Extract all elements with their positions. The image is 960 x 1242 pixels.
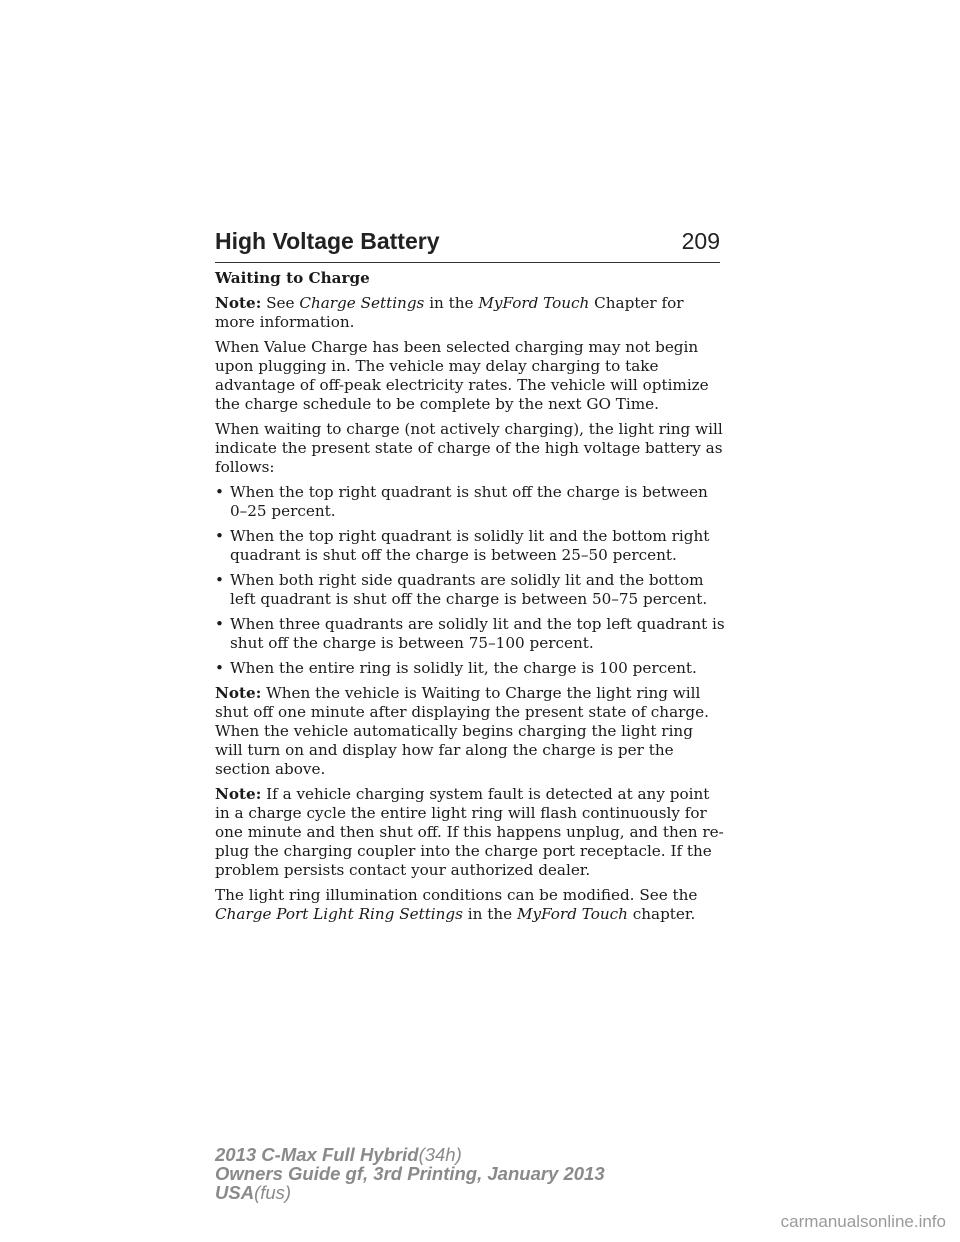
- paragraph-text: The light ring illumination conditions can be modified. See the: [215, 886, 698, 904]
- footer-code: (34h): [418, 1144, 462, 1165]
- reference-myford-touch: MyFord Touch: [516, 905, 628, 923]
- footer-model: 2013 C-Max Full Hybrid: [215, 1144, 419, 1165]
- bullet-marker: •: [215, 659, 224, 677]
- note-text: See: [266, 294, 295, 312]
- bullet-marker: •: [215, 483, 224, 501]
- page-header: [215, 226, 720, 263]
- paragraph-light-ring-settings: [215, 886, 725, 924]
- paragraph-waiting-to-charge: When waiting to charge (not actively charging), the light ring will indicate the present state of charge of the high voltage battery as follows:: [215, 420, 723, 476]
- list-item-text: When the top right quadrant is solidly lit and the bottom right quadrant is shut off the charge is between 25–50 percent.: [230, 527, 710, 564]
- list-item-text: When three quadrants are solidly lit and the top left quadrant is shut off the charge is between 75–100 percent.: [230, 615, 725, 652]
- note-text: in the: [429, 294, 474, 312]
- note-label: Note:: [215, 684, 262, 702]
- list-item: [215, 483, 725, 521]
- page-footer: [215, 1145, 605, 1202]
- footer-line: [215, 1183, 605, 1202]
- reference-charge-settings: Charge Settings: [299, 294, 425, 312]
- list-item: [215, 659, 725, 678]
- list-item-text: When the entire ring is solidly lit, the charge is 100 percent.: [230, 659, 697, 677]
- note-shut-off: [215, 684, 725, 779]
- note-fault: [215, 785, 725, 880]
- note-charge-settings: [215, 294, 725, 332]
- section-heading: Waiting to Charge: [215, 269, 370, 287]
- note-label: Note:: [215, 785, 262, 803]
- reference-light-ring-settings: Charge Port Light Ring Settings: [215, 905, 463, 923]
- bullet-marker: •: [215, 527, 224, 545]
- footer-market: USA: [215, 1182, 255, 1203]
- reference-myford-touch: MyFord Touch: [478, 294, 590, 312]
- footer-printing: Owners Guide gf, 3rd Printing, January 2013: [215, 1163, 605, 1184]
- page-number: 209: [681, 228, 720, 254]
- list-item: [215, 527, 725, 565]
- page-content: [215, 269, 725, 930]
- paragraph-text: in the: [467, 905, 513, 923]
- list-item-text: When both right side quadrants are solidly lit and the bottom left quadrant is shut off the charge is between 50–75 percent.: [230, 571, 708, 608]
- list-item: [215, 571, 725, 609]
- footer-line: [215, 1164, 605, 1183]
- note-text: When the vehicle is Waiting to Charge the light ring will shut off one minute after displaying the present state of charge. When the vehicle automatically begins charging the light ring will turn on and display how far along the charge is per the section above.: [215, 684, 709, 778]
- note-label: Note:: [215, 294, 262, 312]
- bullet-marker: •: [215, 571, 224, 589]
- note-text: Chapter for more information.: [215, 294, 684, 331]
- footer-code: (fus): [254, 1182, 292, 1203]
- list-item: [215, 615, 725, 653]
- list-item-text: When the top right quadrant is shut off the charge is between 0–25 percent.: [230, 483, 708, 520]
- note-text: If a vehicle charging system fault is detected at any point in a charge cycle the entire light ring will flash continuously for one minute and then shut off. If this happens unplug, and then re-plug the charging coupler into the charge port receptacle. If the problem persists contact your authorized dealer.: [215, 785, 724, 879]
- chapter-title: High Voltage Battery: [215, 228, 440, 254]
- footer-line: [215, 1145, 605, 1164]
- paragraph-value-charge: When Value Charge has been selected charging may not begin upon plugging in. The vehicle may delay charging to take advantage of off-peak electricity rates. The vehicle will optimize the charge schedule to be complete by the next GO Time.: [215, 338, 709, 413]
- watermark: carmanualsonline.info: [780, 1212, 946, 1231]
- paragraph-text: chapter.: [632, 905, 696, 923]
- bullet-marker: •: [215, 615, 224, 633]
